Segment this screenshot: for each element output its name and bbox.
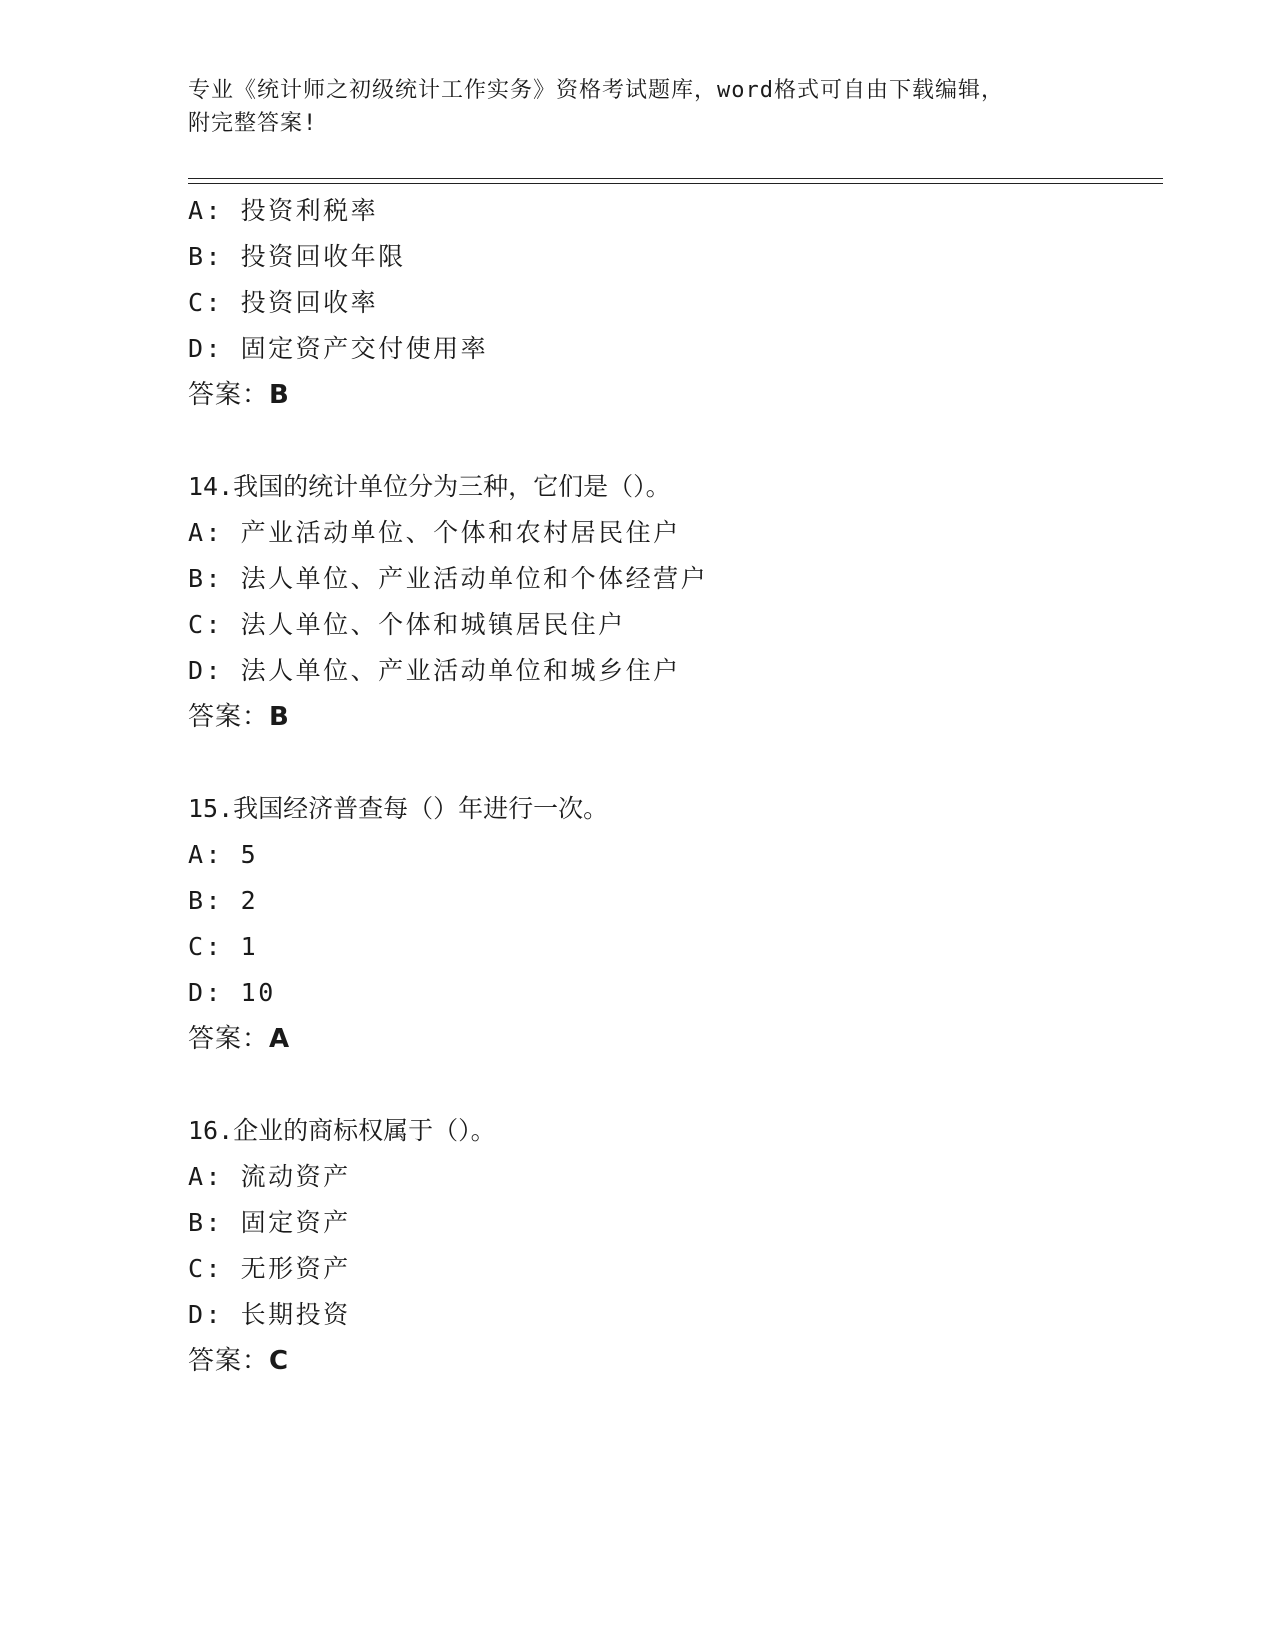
spacer [188,418,1148,464]
question-text: 16.企业的商标权属于（）。 [188,1116,496,1145]
option-b: B: 投资回收年限 [188,242,406,271]
option-a: A: 5 [188,840,259,869]
header-line-2: 附完整答案! [188,111,318,136]
question-16 [188,1108,1148,1384]
answer-label: 答案： [188,702,270,732]
answer-line [188,1016,1148,1062]
question-list [188,188,1148,1384]
header-divider-bottom [188,183,1163,184]
option-d: D: 法人单位、产业活动单位和城乡住户 [188,656,681,685]
spacer [188,740,1148,786]
answer-label: 答案： [188,380,270,410]
option-d: D: 10 [188,978,276,1007]
option-a: A: 产业活动单位、个体和农村居民住户 [188,518,681,547]
answer-line [188,1338,1148,1384]
answer-value: A [269,1024,291,1054]
answer-line [188,694,1148,740]
option-c: C: 1 [188,932,259,961]
option-a: A: 投资利税率 [188,196,379,225]
answer-value: C [269,1346,290,1376]
question-15 [188,786,1148,1062]
option-d: D: 长期投资 [188,1300,351,1329]
option-c: C: 无形资产 [188,1254,351,1283]
answer-value: B [269,702,290,732]
header-divider-top [188,178,1163,179]
answer-value: B [269,380,290,410]
option-c: C: 法人单位、个体和城镇居民住户 [188,610,626,639]
option-b: B: 2 [188,886,259,915]
answer-line [188,372,1148,418]
option-b: B: 固定资产 [188,1208,351,1237]
answer-label: 答案： [188,1024,270,1054]
option-a: A: 流动资产 [188,1162,351,1191]
answer-label: 答案： [188,1346,270,1376]
spacer [188,1062,1148,1108]
option-c: C: 投资回收率 [188,288,379,317]
question-text: 14.我国的统计单位分为三种，它们是（）。 [188,472,671,501]
question-text: 15.我国经济普查每（）年进行一次。 [188,794,609,823]
option-d: D: 固定资产交付使用率 [188,334,489,363]
header-line-1: 专业《统计师之初级统计工作实务》资格考试题库，word格式可自由下载编辑， [188,78,1004,103]
question-14 [188,464,1148,740]
question-13 [188,188,1148,418]
document-header [188,74,1088,140]
option-b: B: 法人单位、产业活动单位和个体经营户 [188,564,709,593]
